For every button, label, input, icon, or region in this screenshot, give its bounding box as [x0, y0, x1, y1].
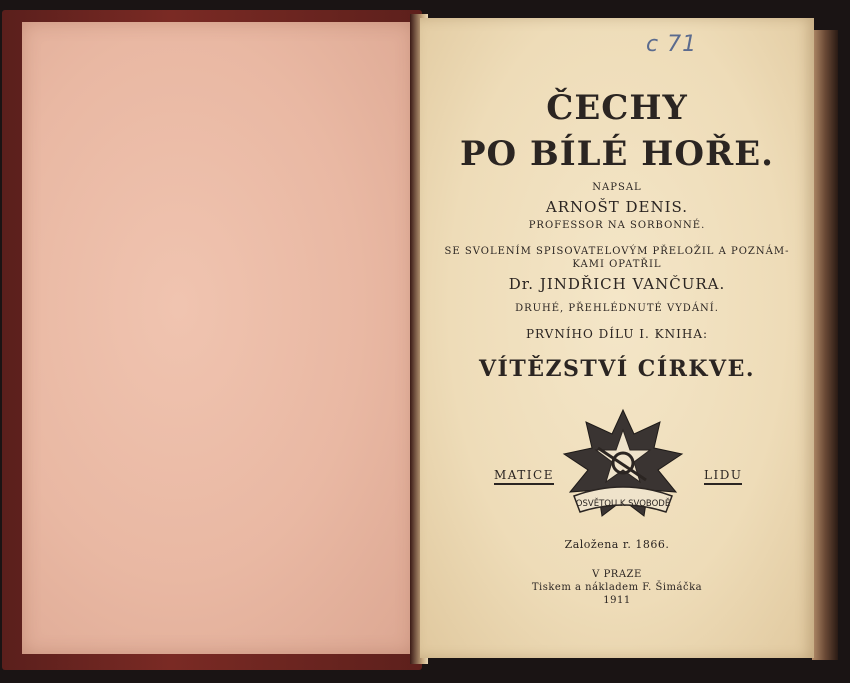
page-edges: [812, 30, 838, 660]
translation-line-1: SE SVOLENÍM SPISOVATELOVÝM PŘELOŽIL A POZNÁM-: [444, 246, 790, 257]
translator-name: Dr. JINDŘICH VANČURA.: [508, 275, 726, 293]
translation-line-2: KAMI OPATŘIL: [572, 259, 662, 270]
subtitle: VÍTĚZSTVÍ CÍRKVE.: [478, 356, 756, 382]
title-line-2: PO BÍLÉ HOŘE.: [459, 134, 775, 174]
founded-note: Založena r. 1866.: [564, 538, 670, 551]
author-name: ARNOŠT DENIS.: [545, 198, 689, 216]
imprint-year: 1911: [603, 595, 631, 606]
left-endpaper: [22, 22, 414, 654]
edition-note: DRUHÉ, PŘEHLÉDNUTÉ VYDÁNÍ.: [515, 303, 719, 314]
publisher-right-label: LIDU: [704, 468, 742, 485]
author-role: PROFESSOR NA SORBONNÉ.: [528, 220, 706, 231]
pencil-annotation: c 71: [646, 32, 698, 57]
part-label: PRVNÍHO DÍLU I. KNIHA:: [525, 327, 709, 341]
publisher-emblem-icon: [560, 408, 686, 528]
imprint-city: V PRAZE: [592, 569, 642, 580]
title-page: [420, 18, 814, 658]
emblem-motto: OSVĚTOU K SVOBODĚ: [575, 499, 671, 509]
imprint-printer: Tiskem a nákladem F. Šimáčka: [531, 582, 703, 593]
publisher-left-label: MATICE: [494, 468, 554, 485]
title-line-1: ČECHY: [546, 88, 688, 128]
napsal-label: NAPSAL: [592, 182, 642, 193]
